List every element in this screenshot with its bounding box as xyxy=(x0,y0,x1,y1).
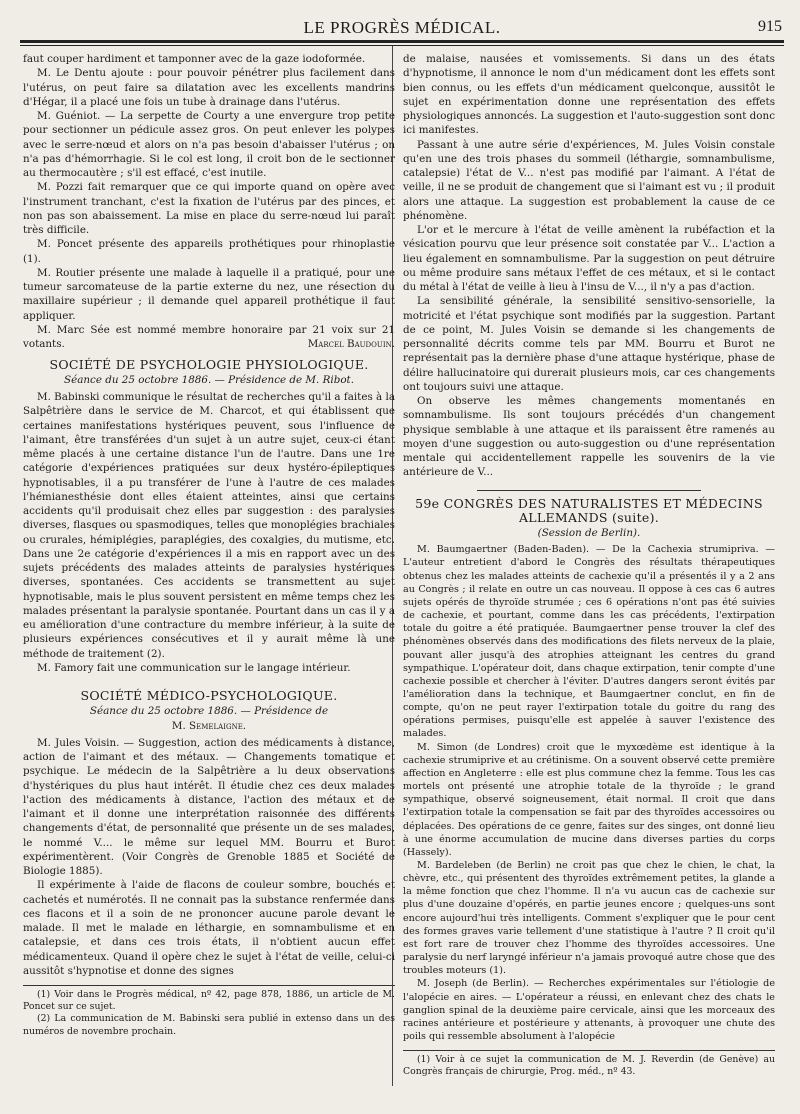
section-heading: 59e CONGRÈS DES NATURALISTES ET MÉDECINS xyxy=(415,495,763,511)
author-signature: Marcel Baudouin. xyxy=(307,338,395,351)
paragraph: M. Simon (de Londres) croit que le myxœdème est identique à la cachexie strumiprive et au crétinisme. On a souvent observé cette première affection en Angleterre : elle est plus commune chez la femme. Tous les cas mortels ont présenté une atrophie totale de la thyroïde ; le grand sympathique, observé soigneusement, était normal. Il croit que dans l'extirpation totale la compensation se fait par des thyroïdes accessoires ou déplacées. Des opérations de ce genre, faites sur des singes, ont donné lieu à une énorme accumulation de mucine dans diverses parties du corps (Hassely). xyxy=(403,741,775,858)
paragraph: Il expérimente à l'aide de flacons de couleur sombre, bouchés et cachetés et numérotés. Il ne connait pas la substance renfermée dans ces flacons et il a soin de ne prononcer aucune parole devant le malade. Il met le malade en léthargie, en somnambulisme et en catalepsie, et dans ces trois états, il n'obtient aucun effet médicamenteux. Quand il opère chez le sujet à l'état de veille, celui-ci aussitôt s'hypnotise et donne des signes xyxy=(23,879,395,977)
section-rule xyxy=(477,490,700,491)
paragraph: L'or et le mercure à l'état de veille amènent la rubéfaction et la vésication pourvu que leur présence soit constatée par V... L'action a lieu également en somnambulisme. Par la suggestion on peut détruire ou même produire sans métaux l'effet de ces métaux, et si le contact du métal à l'état de veille à lieu à l'insu de V..., il n'y a pas d'action. xyxy=(403,224,775,293)
section-heading: SOCIÉTÉ DE PSYCHOLOGIE PHYSIOLOGIQUE. xyxy=(49,356,369,372)
page-number: 915 xyxy=(758,18,782,35)
paragraph: de malaise, nausées et vomissements. Si dans un des états d'hypnotisme, il annonce le nom d'un médicament dont les effets sont bien connus, ou les effets d'un médicament quelconque, aussitôt le sujet en expérimentation donne une représentation des effets physiologiques annoncés. La suggestion et l'auto-suggestion sont donc ici manifestes. xyxy=(403,53,775,137)
right-column xyxy=(403,52,775,1079)
paragraph: M. Poncet présente des appareils prothétiques pour rhinoplastie (1). xyxy=(23,238,395,265)
footnote-rule xyxy=(403,1050,775,1051)
paragraph: Passant à une autre série d'expériences, M. Jules Voisin constale qu'en une des trois phases du sommeil (léthargie, somnambulisme, catalepsie) l'état de V... n'est pas modifié par l'aimant. A l'état de veille, il ne se produit de changement que si l'aimant est vu ; il produit alors une attaque. La suggestion est probablement la cause de ce phénomène. xyxy=(403,138,775,222)
footnote: (1) Voir à ce sujet la communication de M. J. Reverdin (de Genève) au Congrès français de chirurgie, Prog. méd., nº 43. xyxy=(403,1054,775,1078)
paragraph: M. Famory fait une communication sur le langage intérieur. xyxy=(37,661,351,674)
footnote: (2) La communication de M. Babinski sera publié in extenso dans un des numéros de novembre prochain. xyxy=(23,1013,395,1037)
left-column xyxy=(23,52,395,1038)
paragraph: M. Baumgaertner (Baden-Baden). — De la Cachexia strumipriva. — L'auteur entretient d'abord le Congrès des résultats thérapeutiques obtenus chez les malades atteints de cachexie qu'il a présentés il y a 2 ans au Congrès ; il relate en outre un cas nouveau. Il oppose à ces cas 6 autres sujets opérés de thyroïde strumée ; ces 6 opérations n'ont pas été suivies de cachexie, et pourtant, comme dans les cas précédents, l'extirpation totale du goitre a été pratiquée. Baumgaertner pense trouver la clef des phénomènes observés dans des modifications des filets nerveux de la plaie, pouvant aller jusqu'à des atrophies atteignant les centres du grand sympathique. L'opérateur doit, dans chaque extirpation, tenir compte d'une cachexie possible et chercher à l'éviter. D'autres dangers seront évités par l'amélioration dans la technique, et Baumgaertner conclut, en fin de compte, qu'on ne peut rayer l'extirpation totale du goitre du rang des opérations permises, puisqu'elle est appelée à sauver l'existence des malades. xyxy=(403,544,775,740)
section-heading: ALLEMANDS (suite). xyxy=(518,509,660,525)
paragraph: M. Bardeleben (de Berlin) ne croit pas que chez le chien, le chat, la chèvre, etc., qui présentent des thyroïdes extrêmement petites, la glande a la même fonction que chez l'homme. Il n'a vu aucun cas de cachexie sur plus d'une douzaine d'opérés, en partie jeunes encore ; quelques-uns sont encore aujourd'hui très intelligents. Comment s'expliquer que le pour cent des formes graves varie tellement d'une statistique à l'autre ? Il croit qu'il est fort rare de trouver chez l'homme des thyroïdes accessoires. Une paralysie du nerf laryngé inférieur n'a jamais provoqué autre chose que des troubles moteurs (1). xyxy=(403,860,775,977)
paragraph: M. Jules Voisin. — Suggestion, action des médicaments à distance, action de l'aimant et des métaux. — Changements tomatique et psychique. Le médecin de la Salpêtrière a lu deux observations d'hystériques du plus haut intérêt. Il étudie chez ces deux malades l'action des médicaments à distance, l'action des métaux et de l'aimant et il donne une interprétation raisonnée des différents changements d'état, de personnalité que présente un de ses malades, le nommé V.... le même sur lequel MM. Bourru et Burot expérimentèrent. (Voir Congrès de Grenoble 1885 et Société de Biologie 1885). xyxy=(23,736,395,877)
paragraph: On observe les mêmes changements momentanés en somnambulisme. Ils sont toujours précédés d'un changement physique semblable à une attaque et ils paraissent être ramenés au moyen d'une suggestion ou auto-suggestion ou d'une représentation mentale qui accidentellement rappelle les souvenirs de la vie antérieure de V... xyxy=(403,395,775,479)
footnote: (1) Voir dans le Progrès médical, nº 42, page 878, 1886, un article de M. Poncet sur ce sujet. xyxy=(23,989,395,1013)
paragraph: M. Pozzi fait remarquer que ce qui importe quand on opère avec l'instrument tranchant, c'est la fixation de l'utérus par des pinces, et non pas son abaissement. La mise en place du serre-nœud lui paraît très difficile. xyxy=(23,181,395,236)
paragraph: M. Guéniot. — La serpette de Courty a une envergure trop petite pour sectionner un pédicule assez gros. On peut enlever les polypes avec le serre-nœud et alors on n'a pas besoin d'abaisser l'utérus ; on n'a pas d'hémorrhagie. Si le col est long, il croit bon de le sectionner au thermocautère ; s'il est effacé, c'est inutile. xyxy=(23,110,395,179)
paragraph: M. Le Dentu ajoute : pour pouvoir pénétrer plus facilement dans l'utérus, on peut faire sa dilatation avec les excellents mandrins d'Hégar, il a placé une fois un tube à drainage dans l'utérus. xyxy=(23,67,395,108)
paragraph: M. Routier présente une malade à laquelle il a pratiqué, pour une tumeur sarcomateuse de la partie externe du nez, une résection du maxillaire supérieur ; il demande quel appareil prothétique il faut appliquer. xyxy=(23,266,395,322)
header-rule-thin xyxy=(20,45,784,46)
session-president: M. Semelaigne. xyxy=(171,719,247,732)
paragraph: M. Joseph (de Berlin). — Recherches expérimentales sur l'étiologie de l'alopécie en aires. — L'opérateur a réussi, en enlevant chez des chats le ganglion spinal de la deuxième paire cervicale, ainsi que les morceaux des racines antérieure et postérieure y attenants, à provoquer une chute des poils qui ressemble absolument à l'alopécie xyxy=(403,978,775,1043)
session-line: Séance du 25 octobre 1886. — Présidence de M. Ribot. xyxy=(63,373,354,386)
footnote-rule xyxy=(23,985,395,986)
running-header xyxy=(20,16,784,38)
session-line: Séance du 25 octobre 1886. — Présidence de xyxy=(89,705,329,718)
section-heading: SOCIÉTÉ MÉDICO-PSYCHOLOGIQUE. xyxy=(80,688,338,703)
paragraph: M. Marc Sée est nommé membre honoraire par 21 voix sur 21 votants. xyxy=(23,323,395,350)
journal-title: LE PROGRÈS MÉDICAL. xyxy=(303,18,501,37)
paragraph: La sensibilité générale, la sensibilité sensitivo-sensorielle, la motricité et l'état psychique sont modifiés par la suggestion. Partant de ce point, M. Jules Voisin se demande si les changements de personnalité décrits comme tels par MM. Bourru et Burot ne représentait pas la dernière phase d'une attaque hystérique, phase de délire hallucinatoire qui durerait plusieurs mois, car ces changements ont toujours suivi une attaque. xyxy=(403,295,775,393)
session-line: (Session de Berlin). xyxy=(537,527,641,539)
paragraph: M. Babinski communique le résultat de recherches qu'il a faites à la Salpêtrière dans le service de M. Charcot, et qui établissent que certaines manifestations hystériques peuvent, sous l'influence de l'aimant, être transférées d'un sujet à un autre sujet, ceux-ci étant même placés à une certaine distance l'un de l'autre. Dans une 1re catégorie d'expériences pratiquées sur deux hystéro-épileptiques hypnotisables, il a pu transférer de l'une à l'autre de ces malades l'hémianesthésie dont elles étaient atteintes, ainsi que certains accidents qu'il produisait chez elles par suggestion : des paralysies diverses, flasques ou spasmodiques, telles que monoplégies brachiales ou crurales, hémiplégies, paraplégies, des coxalgies, du mutisme, etc. Dans une 2e catégorie d'expériences il a mis en rapport avec un des sujets précédents des malades atteints de paralysies hystériques diverses, spontanées. Ces accidents se transmettent au sujet hypnotisable, mais le plus souvent persistent en même temps chez les malades présentant la paralysie spontanée. Pourtant dans un cas il y a eu amélioration d'une contracture du membre inférieur, à la suite de plusieurs expériences consécutives et il y aurait même là une méthode de traitement (2). xyxy=(23,391,395,660)
header-rule-thick xyxy=(20,40,784,43)
paragraph: faut couper hardiment et tamponner avec de la gaze iodoformée. xyxy=(23,53,366,65)
